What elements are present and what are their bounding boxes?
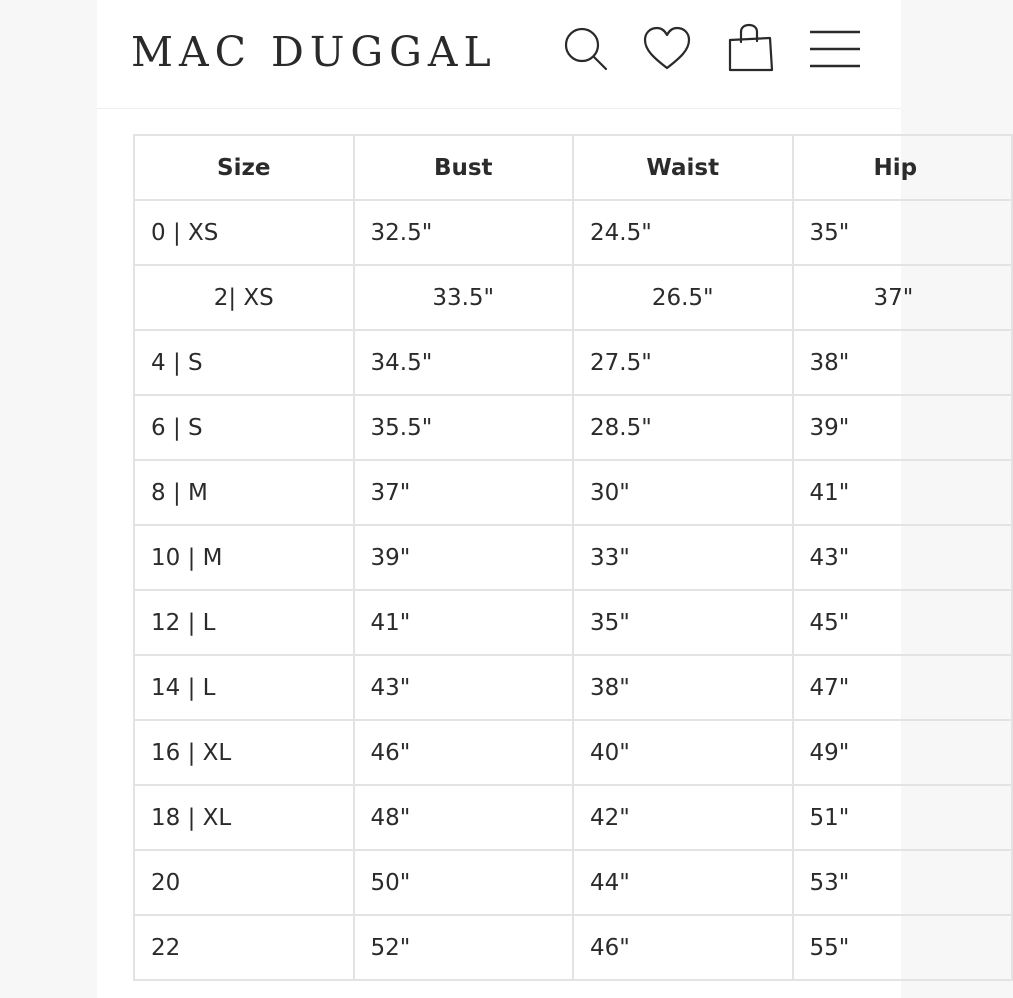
table-row <box>134 720 1012 785</box>
hip-cell: 38" <box>793 330 1013 395</box>
hip-cell: 55" <box>793 915 1013 980</box>
column-header-hip: Hip <box>793 135 1013 200</box>
waist-cell: 40" <box>573 720 793 785</box>
column-header-bust: Bust <box>354 135 574 200</box>
table-row <box>134 915 1012 980</box>
table-row <box>134 200 1012 265</box>
bust-cell: 52" <box>354 915 574 980</box>
size-cell: 22 <box>134 915 354 980</box>
hip-cell: 51" <box>793 785 1013 850</box>
hip-cell: 53" <box>793 850 1013 915</box>
bust-cell: 46" <box>354 720 574 785</box>
table-row <box>134 655 1012 720</box>
heart-icon[interactable] <box>640 22 694 76</box>
bust-cell: 41" <box>354 590 574 655</box>
hip-cell: 49" <box>793 720 1013 785</box>
bust-cell: 37" <box>354 460 574 525</box>
table-row <box>134 395 1012 460</box>
table-row <box>134 265 1012 330</box>
brand-logo[interactable]: MAC DUGGAL <box>131 28 497 76</box>
waist-cell: 46" <box>573 915 793 980</box>
waist-cell: 38" <box>573 655 793 720</box>
size-chart-table <box>133 134 1013 981</box>
table-row <box>134 785 1012 850</box>
hip-cell: 47" <box>793 655 1013 720</box>
table-row <box>134 460 1012 525</box>
size-cell: 18 | XL <box>134 785 354 850</box>
page <box>97 0 918 998</box>
waist-cell: 27.5" <box>573 330 793 395</box>
hip-cell: 39" <box>793 395 1013 460</box>
size-cell: 6 | S <box>134 395 354 460</box>
search-icon[interactable] <box>559 22 613 76</box>
waist-cell: 26.5" <box>573 265 793 330</box>
size-cell: 12 | L <box>134 590 354 655</box>
waist-cell: 30" <box>573 460 793 525</box>
waist-cell: 35" <box>573 590 793 655</box>
bust-cell: 33.5" <box>354 265 574 330</box>
hip-cell: 37" <box>793 265 1013 330</box>
size-cell: 8 | M <box>134 460 354 525</box>
site-header <box>97 0 901 109</box>
hip-cell: 41" <box>793 460 1013 525</box>
table-row <box>134 330 1012 395</box>
waist-cell: 28.5" <box>573 395 793 460</box>
bust-cell: 39" <box>354 525 574 590</box>
column-header-size: Size <box>134 135 354 200</box>
hip-cell: 45" <box>793 590 1013 655</box>
shopping-bag-icon[interactable] <box>724 22 778 76</box>
bust-cell: 48" <box>354 785 574 850</box>
bust-cell: 50" <box>354 850 574 915</box>
column-header-waist: Waist <box>573 135 793 200</box>
bust-cell: 34.5" <box>354 330 574 395</box>
menu-icon[interactable] <box>808 22 862 76</box>
size-cell: 4 | S <box>134 330 354 395</box>
bust-cell: 43" <box>354 655 574 720</box>
size-chart-scroll-container[interactable] <box>133 134 918 998</box>
size-cell: 10 | M <box>134 525 354 590</box>
hip-cell: 43" <box>793 525 1013 590</box>
hip-cell: 35" <box>793 200 1013 265</box>
waist-cell: 42" <box>573 785 793 850</box>
waist-cell: 44" <box>573 850 793 915</box>
table-row <box>134 850 1012 915</box>
bust-cell: 35.5" <box>354 395 574 460</box>
table-row <box>134 525 1012 590</box>
size-cell: 16 | XL <box>134 720 354 785</box>
size-cell: 20 <box>134 850 354 915</box>
table-row <box>134 590 1012 655</box>
size-chart-header-row <box>134 135 1012 200</box>
size-cell: 0 | XS <box>134 200 354 265</box>
size-cell: 14 | L <box>134 655 354 720</box>
waist-cell: 24.5" <box>573 200 793 265</box>
bust-cell: 32.5" <box>354 200 574 265</box>
size-cell: 2| XS <box>134 265 354 330</box>
waist-cell: 33" <box>573 525 793 590</box>
